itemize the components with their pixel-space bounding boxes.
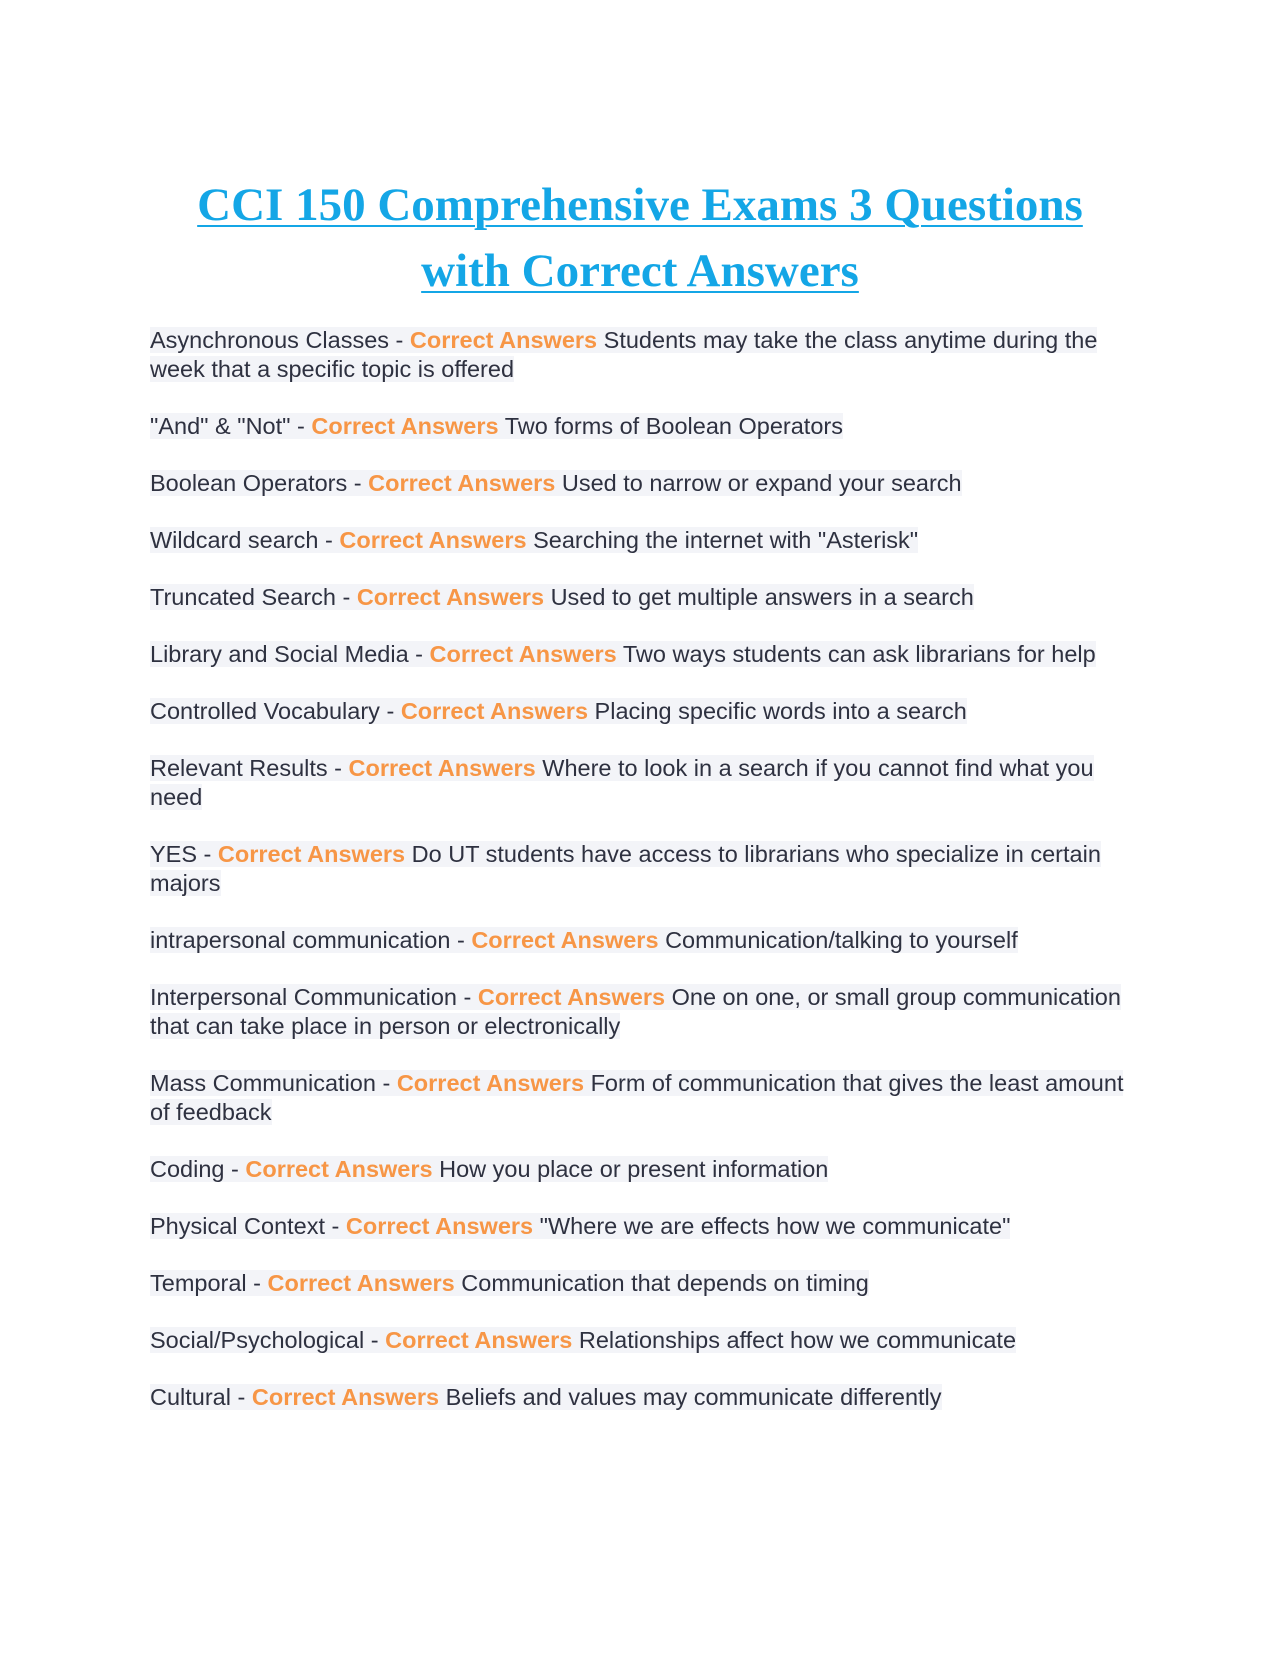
qa-entry xyxy=(150,1212,1130,1241)
entry-term: Truncated Search xyxy=(150,584,336,610)
correct-answers-label: Correct Answers xyxy=(345,1213,534,1239)
correct-answers-label: Correct Answers xyxy=(471,927,659,953)
qa-entry xyxy=(150,1069,1130,1127)
qa-entry xyxy=(150,983,1130,1041)
correct-answers-label: Correct Answers xyxy=(409,327,598,353)
entry-text xyxy=(150,984,1121,1039)
entry-separator: - xyxy=(450,927,472,953)
entry-text xyxy=(150,1213,1010,1239)
entry-text xyxy=(150,470,962,496)
entry-text xyxy=(150,527,918,553)
entry-text xyxy=(150,841,1101,896)
entry-answer: Communication that depends on timing xyxy=(461,1270,869,1296)
entry-term: Social/Psychological xyxy=(150,1327,365,1353)
entry-term: Coding xyxy=(150,1156,225,1182)
correct-answers-label: Correct Answers xyxy=(245,1156,433,1182)
entry-separator: - xyxy=(290,413,312,439)
correct-answers-label: Correct Answers xyxy=(356,584,545,610)
entry-text xyxy=(150,755,1094,810)
entry-separator: - xyxy=(389,327,410,353)
entry-separator: - xyxy=(246,1270,268,1296)
qa-entry xyxy=(150,1383,1130,1412)
entry-separator: - xyxy=(318,527,340,553)
entry-answer: "Where we are effects how we communicate" xyxy=(539,1213,1011,1239)
entry-term: "And" & "Not" xyxy=(150,413,291,439)
entry-answer: Two forms of Boolean Operators xyxy=(504,413,843,439)
correct-answers-label: Correct Answers xyxy=(368,470,556,496)
entry-term: YES xyxy=(150,841,198,867)
entry-answer: How you place or present information xyxy=(439,1156,829,1182)
qa-entry xyxy=(150,697,1130,726)
correct-answers-label: Correct Answers xyxy=(217,841,406,867)
title-link[interactable]: CCI 150 Comprehensive Exams 3 Questions with Correct Answers xyxy=(197,179,1083,297)
entry-term: Physical Context xyxy=(150,1213,326,1239)
correct-answers-label: Correct Answers xyxy=(348,755,536,781)
qa-entry xyxy=(150,469,1130,498)
entry-text xyxy=(150,1156,828,1182)
entry-term: Wildcard search xyxy=(150,527,319,553)
entry-separator: - xyxy=(197,841,218,867)
entry-separator: - xyxy=(364,1327,386,1353)
entry-answer: One on one, or small group communication that can take place in person or electronically xyxy=(150,984,1121,1039)
correct-answers-label: Correct Answers xyxy=(477,984,666,1010)
entry-term: Interpersonal Communication xyxy=(150,984,457,1010)
entry-term: Asynchronous Classes xyxy=(150,327,390,353)
entry-term: Controlled Vocabulary xyxy=(150,698,380,724)
qa-entry xyxy=(150,926,1130,955)
correct-answers-label: Correct Answers xyxy=(339,527,527,553)
entry-answer: Students may take the class anytime during the week that a specific topic is offered xyxy=(150,327,1098,382)
qa-entry xyxy=(150,1269,1130,1298)
entry-term: Boolean Operators xyxy=(150,470,348,496)
entry-answer: Communication/talking to yourself xyxy=(665,927,1018,953)
qa-list xyxy=(150,326,1130,1440)
entry-answer: Relationships affect how we communicate xyxy=(578,1327,1017,1353)
entry-separator: - xyxy=(379,698,401,724)
entry-answer: Beliefs and values may communicate differently xyxy=(445,1384,942,1410)
correct-answers-label: Correct Answers xyxy=(400,698,589,724)
entry-answer: Placing specific words into a search xyxy=(594,698,967,724)
qa-entry xyxy=(150,640,1130,669)
qa-entry xyxy=(150,1326,1130,1355)
entry-answer: Used to narrow or expand your search xyxy=(561,470,962,496)
qa-entry xyxy=(150,840,1130,898)
qa-entry xyxy=(150,583,1130,612)
correct-answers-label: Correct Answers xyxy=(267,1270,455,1296)
qa-entry xyxy=(150,526,1130,555)
entry-term: intrapersonal communication xyxy=(150,927,451,953)
entry-text xyxy=(150,1384,942,1410)
correct-answers-label: Correct Answers xyxy=(251,1384,440,1410)
entry-separator: - xyxy=(335,584,357,610)
qa-entry xyxy=(150,1155,1130,1184)
entry-term: Mass Communication xyxy=(150,1070,376,1096)
entry-text xyxy=(150,1070,1123,1125)
entry-term: Cultural xyxy=(150,1384,231,1410)
entry-answer: Two ways students can ask librarians for help xyxy=(622,641,1096,667)
entry-answer: Searching the internet with "Asterisk" xyxy=(533,527,919,553)
entry-separator: - xyxy=(456,984,478,1010)
entry-separator: - xyxy=(327,755,349,781)
entry-text xyxy=(150,413,843,439)
qa-entry xyxy=(150,754,1130,812)
entry-term: Relevant Results xyxy=(150,755,328,781)
entry-separator: - xyxy=(375,1070,397,1096)
entry-text xyxy=(150,1270,869,1296)
entry-separator: - xyxy=(230,1384,252,1410)
entry-answer: Do UT students have access to librarians who specialize in certain majors xyxy=(150,841,1101,896)
correct-answers-label: Correct Answers xyxy=(311,413,499,439)
correct-answers-label: Correct Answers xyxy=(429,641,617,667)
entry-text xyxy=(150,1327,1016,1353)
correct-answers-label: Correct Answers xyxy=(385,1327,573,1353)
qa-entry xyxy=(150,412,1130,441)
entry-separator: - xyxy=(408,641,430,667)
entry-answer: Used to get multiple answers in a search xyxy=(550,584,974,610)
entry-term: Temporal xyxy=(150,1270,247,1296)
correct-answers-label: Correct Answers xyxy=(396,1070,585,1096)
entry-text xyxy=(150,698,967,724)
entry-answer: Where to look in a search if you cannot find what you need xyxy=(150,755,1094,810)
entry-text xyxy=(150,641,1096,667)
entry-answer: Form of communication that gives the least amount of feedback xyxy=(150,1070,1124,1125)
entry-text xyxy=(150,927,1018,953)
entry-text xyxy=(150,327,1097,382)
qa-entry xyxy=(150,326,1130,384)
entry-separator: - xyxy=(224,1156,246,1182)
entry-separator: - xyxy=(347,470,369,496)
entry-term: Library and Social Media xyxy=(150,641,409,667)
entry-text xyxy=(150,584,974,610)
document-title xyxy=(150,172,1130,304)
entry-separator: - xyxy=(325,1213,346,1239)
